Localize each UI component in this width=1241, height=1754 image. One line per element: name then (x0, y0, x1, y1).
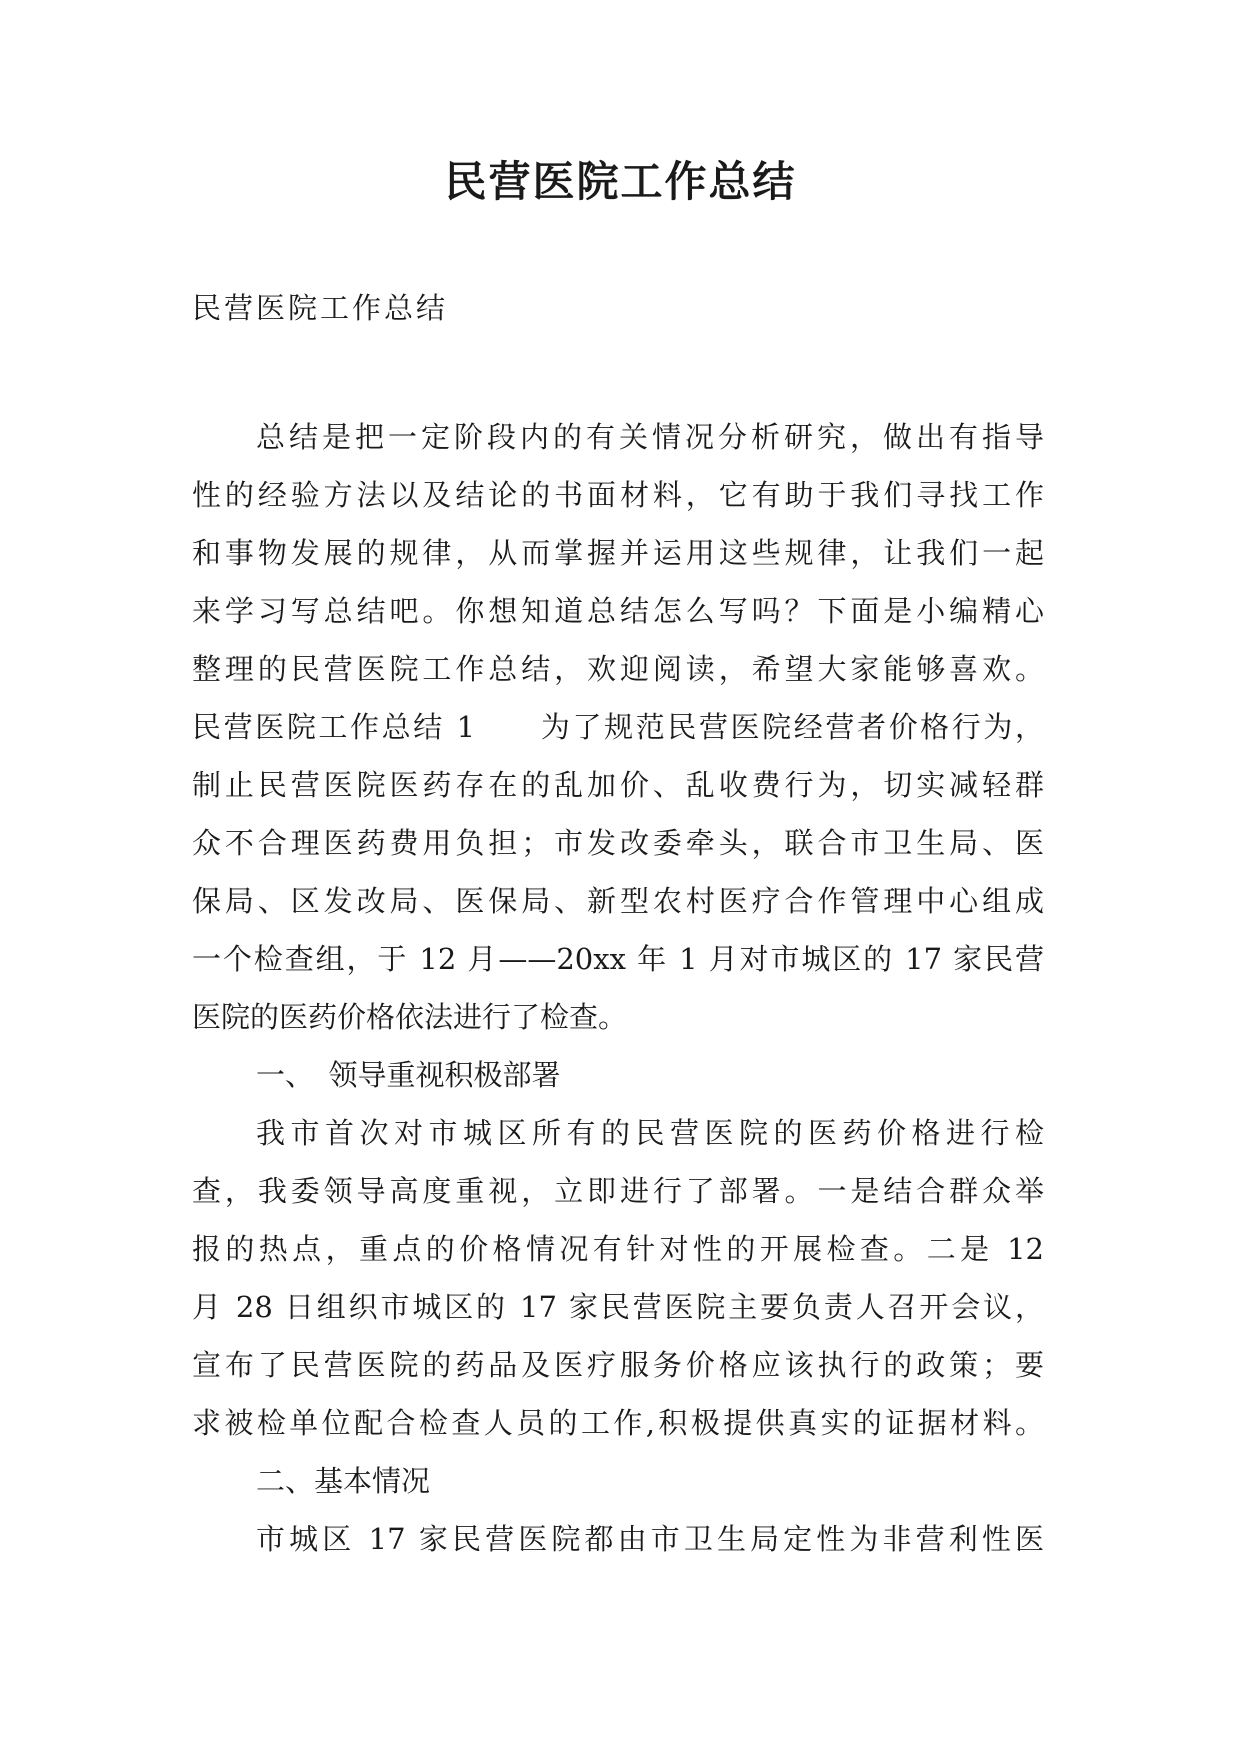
body-line: 一个检查组，于 12 月——20xx 年 1 月对市城区的 17 家民营 (192, 942, 1044, 976)
body-line: 报的热点，重点的价格情况有针对性的开展检查。二是 12 (192, 1232, 1044, 1266)
body-line: 月 28 日组织市城区的 17 家民营医院主要负责人召开会议， (192, 1290, 1044, 1324)
body-line: 我市首次对市城区所有的民营医院的医药价格进行检 (256, 1116, 1044, 1150)
body-line: 宣布了民营医院的药品及医疗服务价格应该执行的政策；要 (192, 1348, 1044, 1382)
body-line: 制止民营医院医药存在的乱加价、乱收费行为，切实减轻群 (192, 768, 1044, 802)
body-line: 一、 领导重视积极部署 (256, 1058, 561, 1092)
body-line: 市城区 17 家民营医院都由市卫生局定性为非营利性医 (256, 1522, 1044, 1556)
body-line: 总结是把一定阶段内的有关情况分析研究，做出有指导 (256, 420, 1044, 454)
document-subtitle: 民营医院工作总结 (192, 291, 449, 325)
body-line: 和事物发展的规律，从而掌握并运用这些规律，让我们一起 (192, 536, 1044, 570)
body-line: 众不合理医药费用负担；市发改委牵头，联合市卫生局、医 (192, 826, 1044, 860)
document-title: 民营医院工作总结 (444, 157, 797, 206)
body-line: 查，我委领导高度重视，立即进行了部署。一是结合群众举 (192, 1174, 1044, 1208)
body-line: 性的经验方法以及结论的书面材料，它有助于我们寻找工作 (192, 478, 1044, 512)
document-body (192, 408, 1044, 1568)
body-line: 整理的民营医院工作总结，欢迎阅读，希望大家能够喜欢。 (192, 652, 1044, 686)
body-line: 求被检单位配合检查人员的工作,积极提供真实的证据材料。 (192, 1406, 1044, 1440)
body-line: 民营医院工作总结 1 为了规范民营医院经营者价格行为， (192, 710, 1044, 744)
body-line: 来学习写总结吧。你想知道总结怎么写吗？下面是小编精心 (192, 594, 1044, 628)
body-line: 医院的医药价格依法进行了检查。 (192, 1000, 628, 1034)
body-line: 保局、区发改局、医保局、新型农村医疗合作管理中心组成 (192, 884, 1044, 918)
body-line: 二、基本情况 (256, 1464, 431, 1498)
